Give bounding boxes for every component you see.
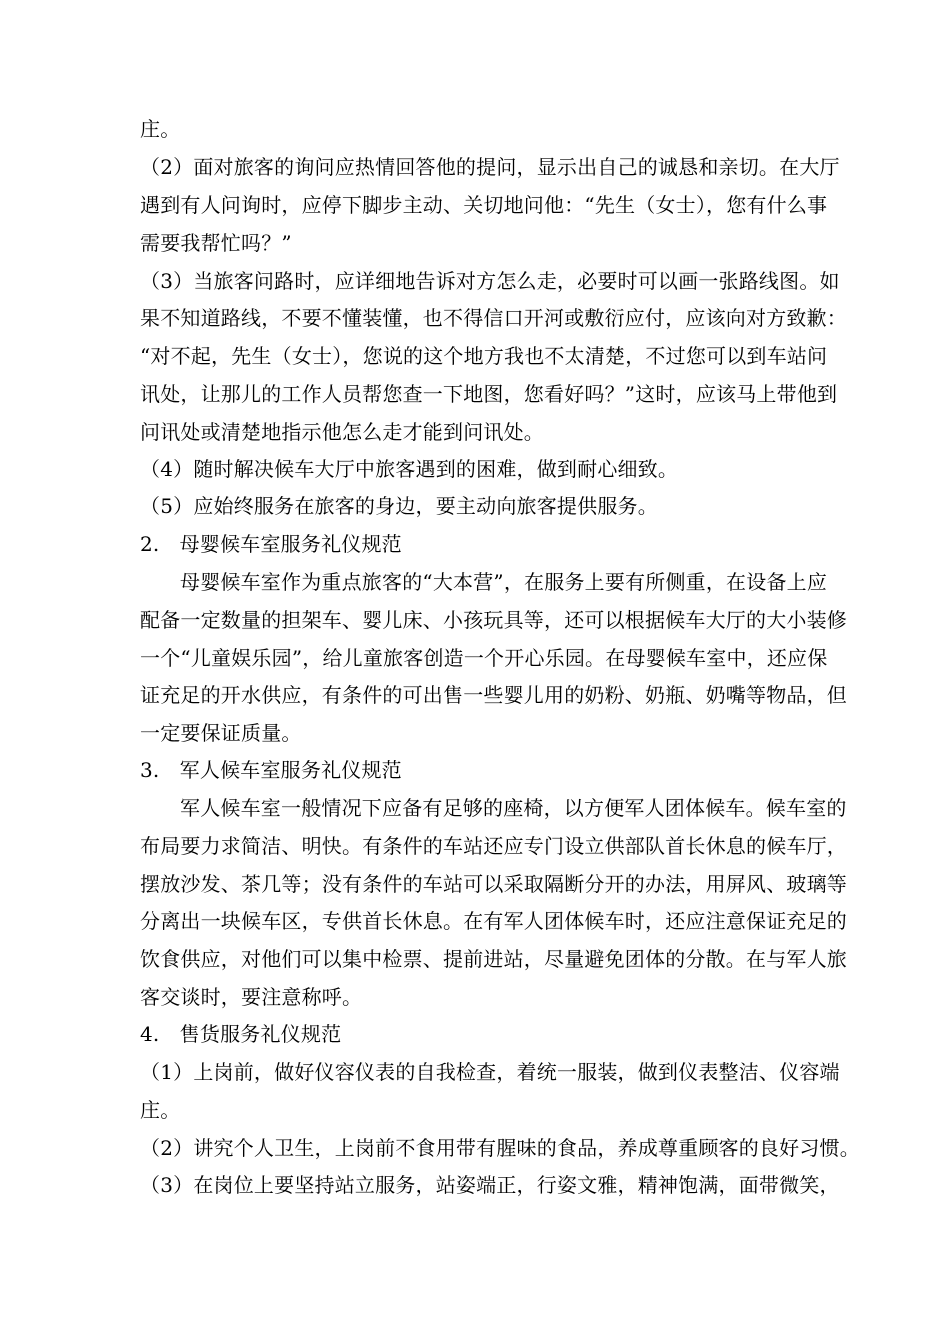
text-line: 客交谈时，要注意称呼。	[140, 985, 363, 1009]
text-line: 军人候车室一般情况下应备有足够的座椅，以方便军人团体候车。候车室的	[180, 796, 847, 820]
text-line: 母婴候车室作为重点旅客的“大本营”，在服务上要有所侧重，在设备上应	[180, 570, 828, 594]
text-line: （1）上岗前，做好仪容仪表的自我检查，着统一服装，做到仪表整洁、仪容端	[140, 1060, 840, 1084]
text-line: 果不知道路线，不要不懂装懂，也不得信口开河或敷衍应付，应该向对方致歉：	[140, 306, 847, 330]
text-line: 庄。	[140, 1098, 181, 1122]
text-line: 一定要保证质量。	[140, 721, 302, 745]
section-heading: 3. 军人候车室服务礼仪规范	[140, 758, 402, 782]
text-line: （4）随时解决候车大厅中旅客遇到的困难，做到耐心细致。	[140, 457, 679, 481]
section-heading: 2. 母婴候车室服务礼仪规范	[140, 532, 402, 556]
text-line: （2）面对旅客的询问应热情回答他的提问，显示出自己的诚恳和亲切。在大厅	[140, 155, 840, 179]
text-line: 证充足的开水供应，有条件的可出售一些婴儿用的奶粉、奶瓶、奶嘴等物品，但	[140, 683, 847, 707]
text-line: （5）应始终服务在旅客的身边，要主动向旅客提供服务。	[140, 494, 658, 518]
text-line: 摆放沙发、茶几等；没有条件的车站可以采取隔断分开的办法，用屏风、玻璃等	[140, 872, 847, 896]
text-line: 饮食供应，对他们可以集中检票、提前进站，尽量避免团体的分散。在与军人旅	[140, 947, 847, 971]
text-line: （3）当旅客问路时，应详细地告诉对方怎么走，必要时可以画一张路线图。如	[140, 269, 840, 293]
text-line: 需要我帮忙吗？”	[140, 231, 292, 255]
text-line: 布局要力求简洁、明快。有条件的车站还应专门设立供部队首长休息的候车厅，	[140, 834, 847, 858]
text-line: 一个“儿童娱乐园”，给儿童旅客创造一个开心乐园。在母婴候车室中，还应保	[140, 646, 828, 670]
text-line: 遇到有人问询时，应停下脚步主动、关切地问他：“先生（女士），您有什么事	[140, 193, 828, 217]
text-line: 庄。	[140, 117, 181, 141]
text-line: （3）在岗位上要坚持站立服务，站姿端正，行姿文雅，精神饱满，面带微笑，	[140, 1173, 840, 1197]
section-heading: 4. 售货服务礼仪规范	[140, 1022, 342, 1046]
text-line: “对不起，先生（女士），您说的这个地方我也不太清楚，不过您可以到车站问	[140, 344, 828, 368]
text-line: 分离出一块候车区，专供首长休息。在有军人团体候车时，还应注意保证充足的	[140, 909, 847, 933]
text-line: 问讯处或清楚地指示他怎么走才能到问讯处。	[140, 420, 544, 444]
text-line: （2）讲究个人卫生，上岗前不食用带有腥味的食品，养成尊重顾客的良好习惯。	[140, 1136, 860, 1160]
text-line: 讯处，让那儿的工作人员帮您查一下地图，您看好吗？”这时，应该马上带他到	[140, 382, 838, 406]
text-line: 配备一定数量的担架车、婴儿床、小孩玩具等，还可以根据候车大厅的大小装修	[140, 608, 847, 632]
